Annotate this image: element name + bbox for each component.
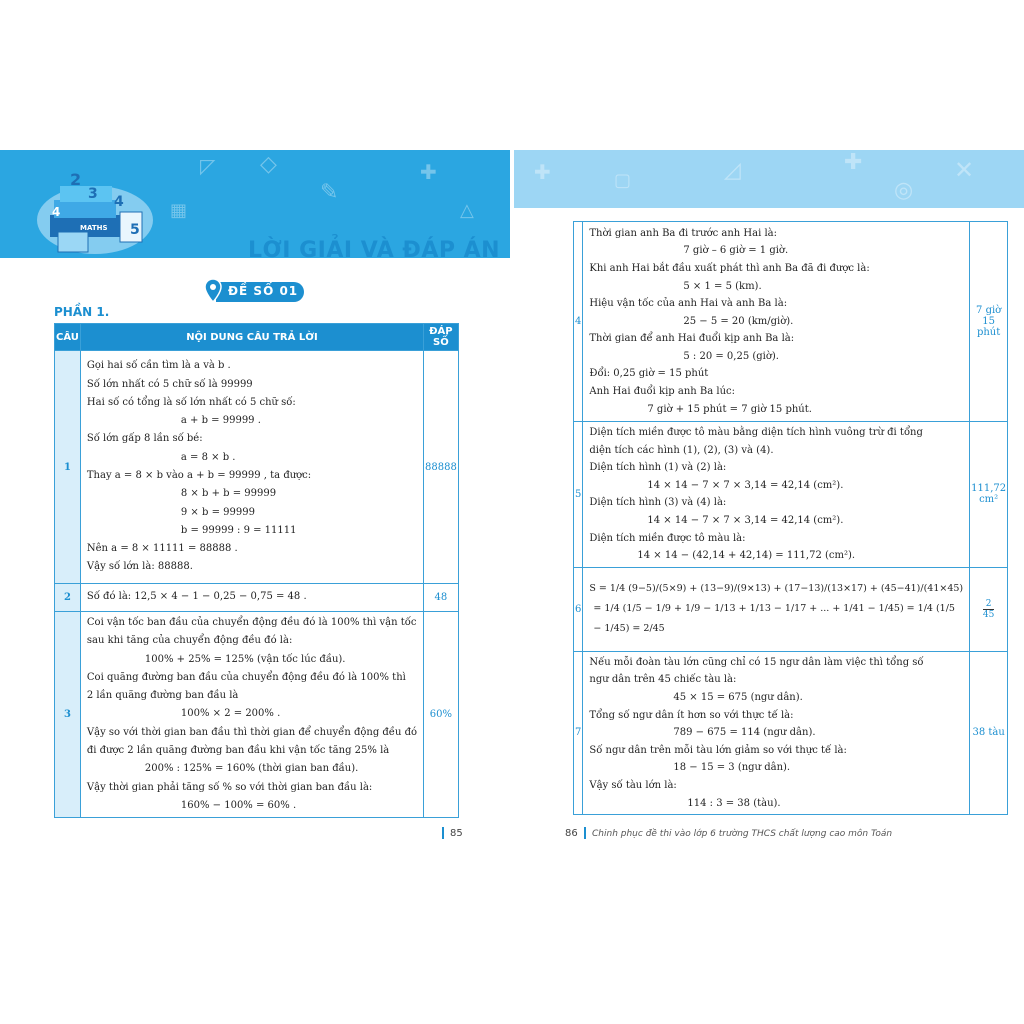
content-line: Thời gian để anh Hai đuổi kịp anh Ba là:: [589, 333, 795, 345]
location-pin-icon: [204, 278, 222, 304]
svg-text:4: 4: [114, 194, 124, 210]
formula-line: S = 1/4 (9−5)/(5×9) + (13−9)/(9×13) + (17−13)/(13×17) + (45−41)/(41×45): [589, 583, 964, 595]
content-line: Diện tích miền được tô màu bằng diện tích hình vuông trừ đi tổng: [589, 427, 923, 438]
table-row: [574, 422, 1008, 568]
page-number-text: 86: [565, 828, 578, 839]
content-line: a + b = 99999 .: [180, 415, 261, 427]
answer-value: 111,72 cm²: [970, 422, 1008, 568]
content-line: 7 giờ – 6 giờ = 1 giờ.: [683, 245, 789, 257]
maths-label: MATHS: [80, 224, 108, 232]
answer-content: [583, 567, 970, 651]
content-line: sau khi tăng của chuyển động đều đó là:: [86, 635, 293, 647]
content-line: Vậy thời gian phải tăng số % so với thời gian ban đầu là:: [86, 781, 373, 793]
answer-content: [583, 422, 970, 568]
answer-value: 88888: [424, 351, 459, 584]
header-dap-so: ĐÁP SỐ: [424, 324, 459, 351]
content-line: Tổng số ngư dân ít hơn so với thực tế là:: [589, 709, 794, 721]
question-number: 6: [574, 567, 583, 651]
ruler-icon: ◸: [200, 154, 216, 178]
content-line: Gọi hai số cần tìm là a và b .: [86, 360, 231, 372]
content-line: 25 − 5 = 20 (km/giờ).: [683, 315, 794, 327]
answer-content: [583, 651, 970, 814]
question-number: 5: [574, 422, 583, 568]
content-line: Vậy số lớn là: 88888.: [86, 561, 193, 573]
content-line: 8 × b + b = 99999: [180, 488, 277, 500]
svg-text:4: 4: [52, 205, 61, 219]
content-line: 200% : 125% = 160% (thời gian ban đầu).: [144, 763, 359, 775]
content-line: đi được 2 lần quãng đường ban đầu khi vận tốc tăng 25% là: [86, 745, 390, 757]
page-number-text: 85: [450, 828, 463, 839]
times-icon: ✕: [954, 156, 975, 184]
plus-icon: ✚: [420, 160, 437, 184]
table-row: [55, 351, 459, 584]
content-line: Vậy so với thời gian ban đầu thì thời gian để chuyển động đều đó: [86, 726, 417, 738]
section-label: PHẦN 1.: [54, 305, 110, 319]
answer-line: 15 phút: [976, 316, 1001, 338]
svg-text:3: 3: [88, 186, 98, 202]
question-number: 2: [55, 584, 81, 612]
table-row: [55, 612, 459, 818]
answer-line: 7 giờ: [976, 305, 1002, 316]
answer-value: 38 tàu: [970, 651, 1008, 814]
fraction-numerator: 2: [983, 599, 994, 610]
pencil-icon: ✎: [320, 180, 339, 205]
answer-value: 60%: [424, 612, 459, 818]
answer-content: [80, 584, 423, 612]
table-row: [574, 651, 1008, 814]
content-line: 114 : 3 = 38 (tàu).: [687, 797, 781, 809]
plus-icon: ✚: [844, 150, 863, 175]
page-bar: [442, 827, 444, 839]
content-line: Hai số có tổng là số lớn nhất có 5 chữ số:: [86, 396, 296, 408]
table-row: [55, 584, 459, 612]
table-row: [574, 567, 1008, 651]
content-line: Số đó là: 12,5 × 4 − 1 − 0,25 − 0,75 = 48 .: [86, 591, 307, 603]
answer-fraction: [983, 599, 994, 620]
content-line: 14 × 14 − 7 × 7 × 3,14 = 42,14 (cm²).: [647, 514, 844, 526]
content-line: 45 × 15 = 675 (ngư dân).: [673, 691, 803, 703]
right-header-banner: [514, 150, 1024, 208]
content-line: a = 8 × b .: [180, 451, 236, 463]
calculator-deco-icon: ▦: [170, 200, 188, 221]
content-line: 160% − 100% = 60% .: [180, 799, 297, 811]
de-so-label: ĐỀ SỐ 01: [228, 284, 299, 298]
formula-line: = 1/4 (1/5 − 1/9 + 1/9 − 1/13 + 1/13 − 1/17 + ... + 1/41 − 1/45) = 1/4 (1/5 − 1/45) = 2/45: [593, 603, 955, 635]
content-line: Khi anh Hai bắt đầu xuất phát thì anh Ba đã đi được là:: [589, 262, 870, 274]
left-page-number: [436, 827, 463, 839]
maths-illustration: [30, 160, 160, 256]
answer-content: [583, 222, 970, 422]
content-line: Nếu mỗi đoàn tàu lớn cũng chỉ có 15 ngư dân làm việc thì tổng số: [589, 656, 924, 668]
content-line: 100% × 2 = 200% .: [180, 708, 281, 720]
page-bar: [584, 827, 586, 839]
content-line: Số ngư dân trên mỗi tàu lớn giảm so với thực tế là:: [589, 744, 847, 756]
book-title-footer: Chinh phục đề thi vào lớp 6 trường THCS chất lượng cao môn Toán: [592, 829, 893, 839]
answer-value: [970, 222, 1008, 422]
fraction-denominator: 45: [982, 609, 995, 620]
content-line: Thời gian anh Ba đi trước anh Hai là:: [589, 227, 778, 239]
content-line: 100% + 25% = 125% (vận tốc lúc đầu).: [144, 653, 346, 665]
triangle-icon: ◿: [724, 158, 741, 183]
answers-table-left: [54, 323, 459, 818]
table-row: [574, 222, 1008, 422]
question-number: 1: [55, 351, 81, 584]
svg-text:2: 2: [70, 170, 82, 189]
svg-text:5: 5: [130, 222, 140, 238]
answer-value: 48: [424, 584, 459, 612]
answer-content: [80, 351, 423, 584]
content-line: Số lớn nhất có 5 chữ số là 99999: [86, 378, 253, 390]
content-line: diện tích các hình (1), (2), (3) và (4).: [589, 444, 774, 456]
content-line: ngư dân trên 45 chiếc tàu là:: [589, 674, 737, 686]
content-line: Thay a = 8 × b vào a + b = 99999 , ta được:: [86, 470, 312, 481]
content-line: 9 × b = 99999: [180, 506, 255, 518]
content-line: 2 lần quãng đường ban đầu là: [86, 690, 239, 702]
question-number: 4: [574, 222, 583, 422]
content-line: 5 : 20 = 0,25 (giờ).: [683, 350, 779, 362]
content-line: 5 × 1 = 5 (km).: [683, 280, 762, 292]
content-line: Diện tích miền được tô màu là:: [589, 532, 746, 544]
page-title: LỜI GIẢI VÀ ĐÁP ÁN: [248, 238, 501, 263]
content-line: 18 − 15 = 3 (ngư dân).: [673, 762, 791, 774]
content-line: Diện tích hình (3) và (4) là:: [589, 497, 727, 509]
table-header-row: [55, 324, 459, 351]
question-number: 3: [55, 612, 81, 818]
content-line: Đổi: 0,25 giờ = 15 phút: [589, 368, 709, 380]
content-line: b = 99999 : 9 = 11111: [180, 524, 297, 536]
content-line: 14 × 14 − 7 × 7 × 3,14 = 42,14 (cm²).: [647, 479, 844, 491]
globe-icon: ◎: [894, 178, 914, 203]
content-line: Coi quãng đường ban đầu của chuyển động đều đó là 100% thì: [86, 671, 406, 683]
content-line: 7 giờ + 15 phút = 7 giờ 15 phút.: [647, 403, 812, 415]
content-line: Nên a = 8 × 11111 = 88888 .: [86, 543, 238, 555]
de-so-badge: [204, 280, 302, 304]
answers-table-right: [573, 221, 1008, 815]
answer-content: [80, 612, 423, 818]
cube-icon: ◇: [260, 152, 277, 177]
question-number: 7: [574, 651, 583, 814]
triangle-icon: △: [460, 200, 474, 221]
square-icon: ▢: [614, 170, 632, 191]
content-line: Diện tích hình (1) và (2) là:: [589, 462, 727, 474]
content-line: 789 − 675 = 114 (ngư dân).: [673, 727, 816, 739]
plus-icon: ✚: [534, 160, 551, 184]
header-cau: CÂU: [55, 324, 81, 351]
content-line: Vậy số tàu lớn là:: [589, 779, 677, 791]
content-line: Số lớn gấp 8 lần số bé:: [86, 433, 203, 445]
content-line: Hiệu vận tốc của anh Hai và anh Ba là:: [589, 298, 788, 310]
right-page-number: [565, 827, 592, 839]
answer-value: [970, 567, 1008, 651]
content-line: 14 × 14 − (42,14 + 42,14) = 111,72 (cm²).: [637, 550, 856, 562]
header-noi-dung: NỘI DUNG CÂU TRẢ LỜI: [80, 324, 423, 351]
content-line: Anh Hai đuổi kịp anh Ba lúc:: [589, 386, 736, 398]
content-line: Coi vận tốc ban đầu của chuyển động đều đó là 100% thì vận tốc: [86, 617, 417, 628]
